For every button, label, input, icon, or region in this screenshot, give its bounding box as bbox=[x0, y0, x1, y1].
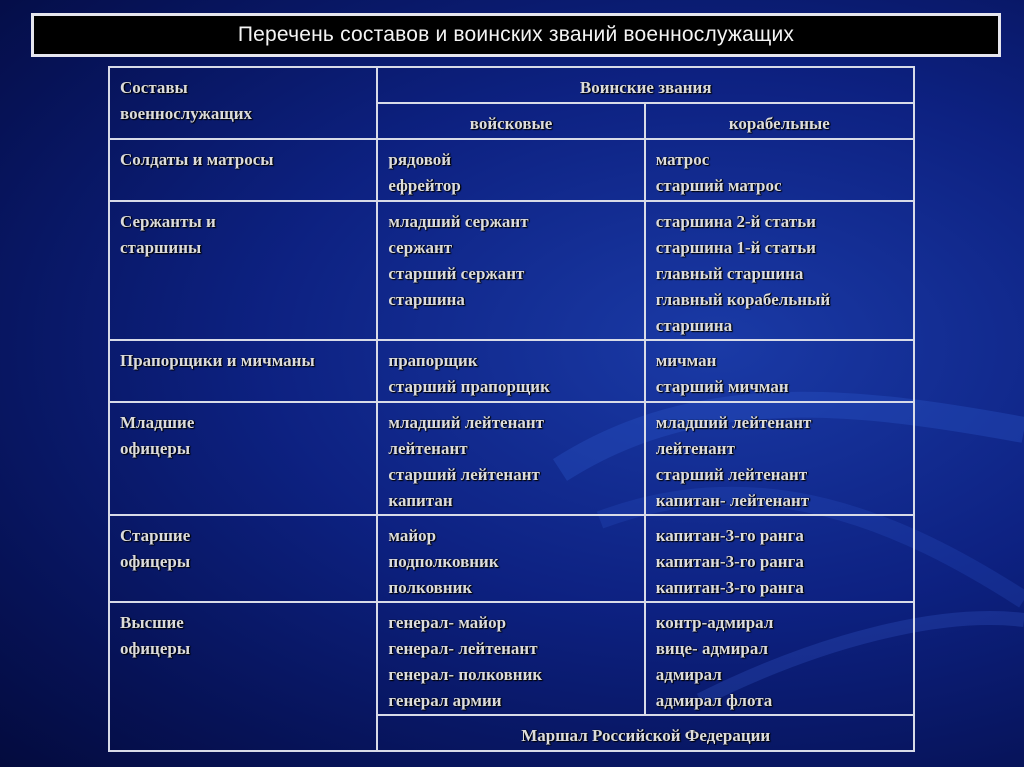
rank-line: капитан- лейтенант bbox=[655, 491, 810, 510]
rank-line: старший мичман bbox=[655, 377, 789, 396]
navy-ranks-cell bbox=[645, 602, 914, 715]
rank-line: генерал- майор bbox=[388, 613, 507, 632]
rank-line: капитан-3-го ранга bbox=[655, 526, 804, 545]
category-cell bbox=[109, 602, 377, 751]
rank-line: старший матрос bbox=[655, 176, 782, 195]
rank-line: подполковник bbox=[388, 552, 499, 571]
rank-line: генерал- лейтенант bbox=[388, 639, 538, 658]
navy-ranks-cell bbox=[645, 201, 914, 340]
navy-ranks-cell bbox=[645, 139, 914, 201]
rank-line: старший лейтенант bbox=[388, 465, 540, 484]
category-cell bbox=[109, 515, 377, 602]
navy-ranks-cell bbox=[645, 340, 914, 402]
marshal-cell: Маршал Российской Федерации bbox=[377, 715, 914, 751]
rank-line: лейтенант bbox=[655, 439, 735, 458]
rank-line: генерал армии bbox=[388, 691, 502, 710]
category-line: офицеры bbox=[120, 639, 191, 658]
table-row bbox=[109, 515, 914, 602]
rank-line: капитан bbox=[388, 491, 453, 510]
rank-line: рядовой bbox=[388, 150, 452, 169]
rank-line: сержант bbox=[388, 238, 453, 257]
category-line: офицеры bbox=[120, 439, 191, 458]
header-categories-line: Составы bbox=[120, 78, 188, 97]
rank-line: капитан-3-го ранга bbox=[655, 578, 804, 597]
army-ranks-cell bbox=[377, 515, 644, 602]
rank-line: капитан-3-го ранга bbox=[655, 552, 804, 571]
header-navy-cell: корабельные bbox=[645, 103, 914, 139]
rank-line: старшина bbox=[388, 290, 465, 309]
table-row bbox=[109, 201, 914, 340]
rank-line: прапорщик bbox=[388, 351, 478, 370]
army-ranks-cell bbox=[377, 139, 644, 201]
rank-line: младший лейтенант bbox=[655, 413, 812, 432]
rank-line: старший прапорщик bbox=[388, 377, 550, 396]
rank-line: младший лейтенант bbox=[388, 413, 545, 432]
rank-line: главный старшина bbox=[655, 264, 804, 283]
rank-line: адмирал флота bbox=[655, 691, 773, 710]
category-cell bbox=[109, 201, 377, 340]
header-ranks-cell: Воинские звания bbox=[377, 67, 914, 103]
rank-line: лейтенант bbox=[388, 439, 468, 458]
category-line: Сержанты и bbox=[120, 212, 216, 231]
category-line: Прапорщики и мичманы bbox=[120, 351, 315, 370]
rank-line: матрос bbox=[655, 150, 710, 169]
ranks-table bbox=[108, 66, 915, 752]
rank-line: старшина 1-й статьи bbox=[655, 238, 816, 257]
rank-line: старшина 2-й статьи bbox=[655, 212, 816, 231]
table-row bbox=[109, 402, 914, 515]
rank-line: генерал- полковник bbox=[388, 665, 543, 684]
header-categories-line: военнослужащих bbox=[120, 104, 253, 123]
category-cell bbox=[109, 340, 377, 402]
category-line: Высшие bbox=[120, 613, 184, 632]
rank-line: главный корабельный bbox=[655, 290, 831, 309]
rank-line: старший лейтенант bbox=[655, 465, 808, 484]
header-row bbox=[109, 67, 914, 103]
rank-line: адмирал bbox=[655, 665, 722, 684]
header-army-cell: войсковые bbox=[377, 103, 644, 139]
rank-line: старшина bbox=[655, 316, 733, 335]
rank-line: вице- адмирал bbox=[655, 639, 769, 658]
category-cell bbox=[109, 139, 377, 201]
army-ranks-cell bbox=[377, 402, 644, 515]
rank-line: мичман bbox=[655, 351, 717, 370]
category-line: офицеры bbox=[120, 552, 191, 571]
rank-line: майор bbox=[388, 526, 437, 545]
table-row bbox=[109, 139, 914, 201]
header-categories-cell bbox=[109, 67, 377, 139]
army-ranks-cell bbox=[377, 602, 644, 715]
table-row bbox=[109, 340, 914, 402]
table-row bbox=[109, 602, 914, 715]
slide-title: Перечень составов и воинских званий военнослужащих bbox=[237, 23, 795, 46]
slide-title-bar bbox=[31, 13, 1001, 57]
category-cell bbox=[109, 402, 377, 515]
army-ranks-cell bbox=[377, 201, 644, 340]
category-line: Младшие bbox=[120, 413, 195, 432]
navy-ranks-cell bbox=[645, 402, 914, 515]
rank-line: ефрейтор bbox=[388, 176, 461, 195]
category-line: Солдаты и матросы bbox=[120, 150, 274, 169]
army-ranks-cell bbox=[377, 340, 644, 402]
rank-line: старший сержант bbox=[388, 264, 525, 283]
rank-line: младший сержант bbox=[388, 212, 529, 231]
rank-line: полковник bbox=[388, 578, 473, 597]
category-line: Старшие bbox=[120, 526, 191, 545]
rank-line: контр-адмирал bbox=[655, 613, 774, 632]
category-line: старшины bbox=[120, 238, 202, 257]
navy-ranks-cell bbox=[645, 515, 914, 602]
